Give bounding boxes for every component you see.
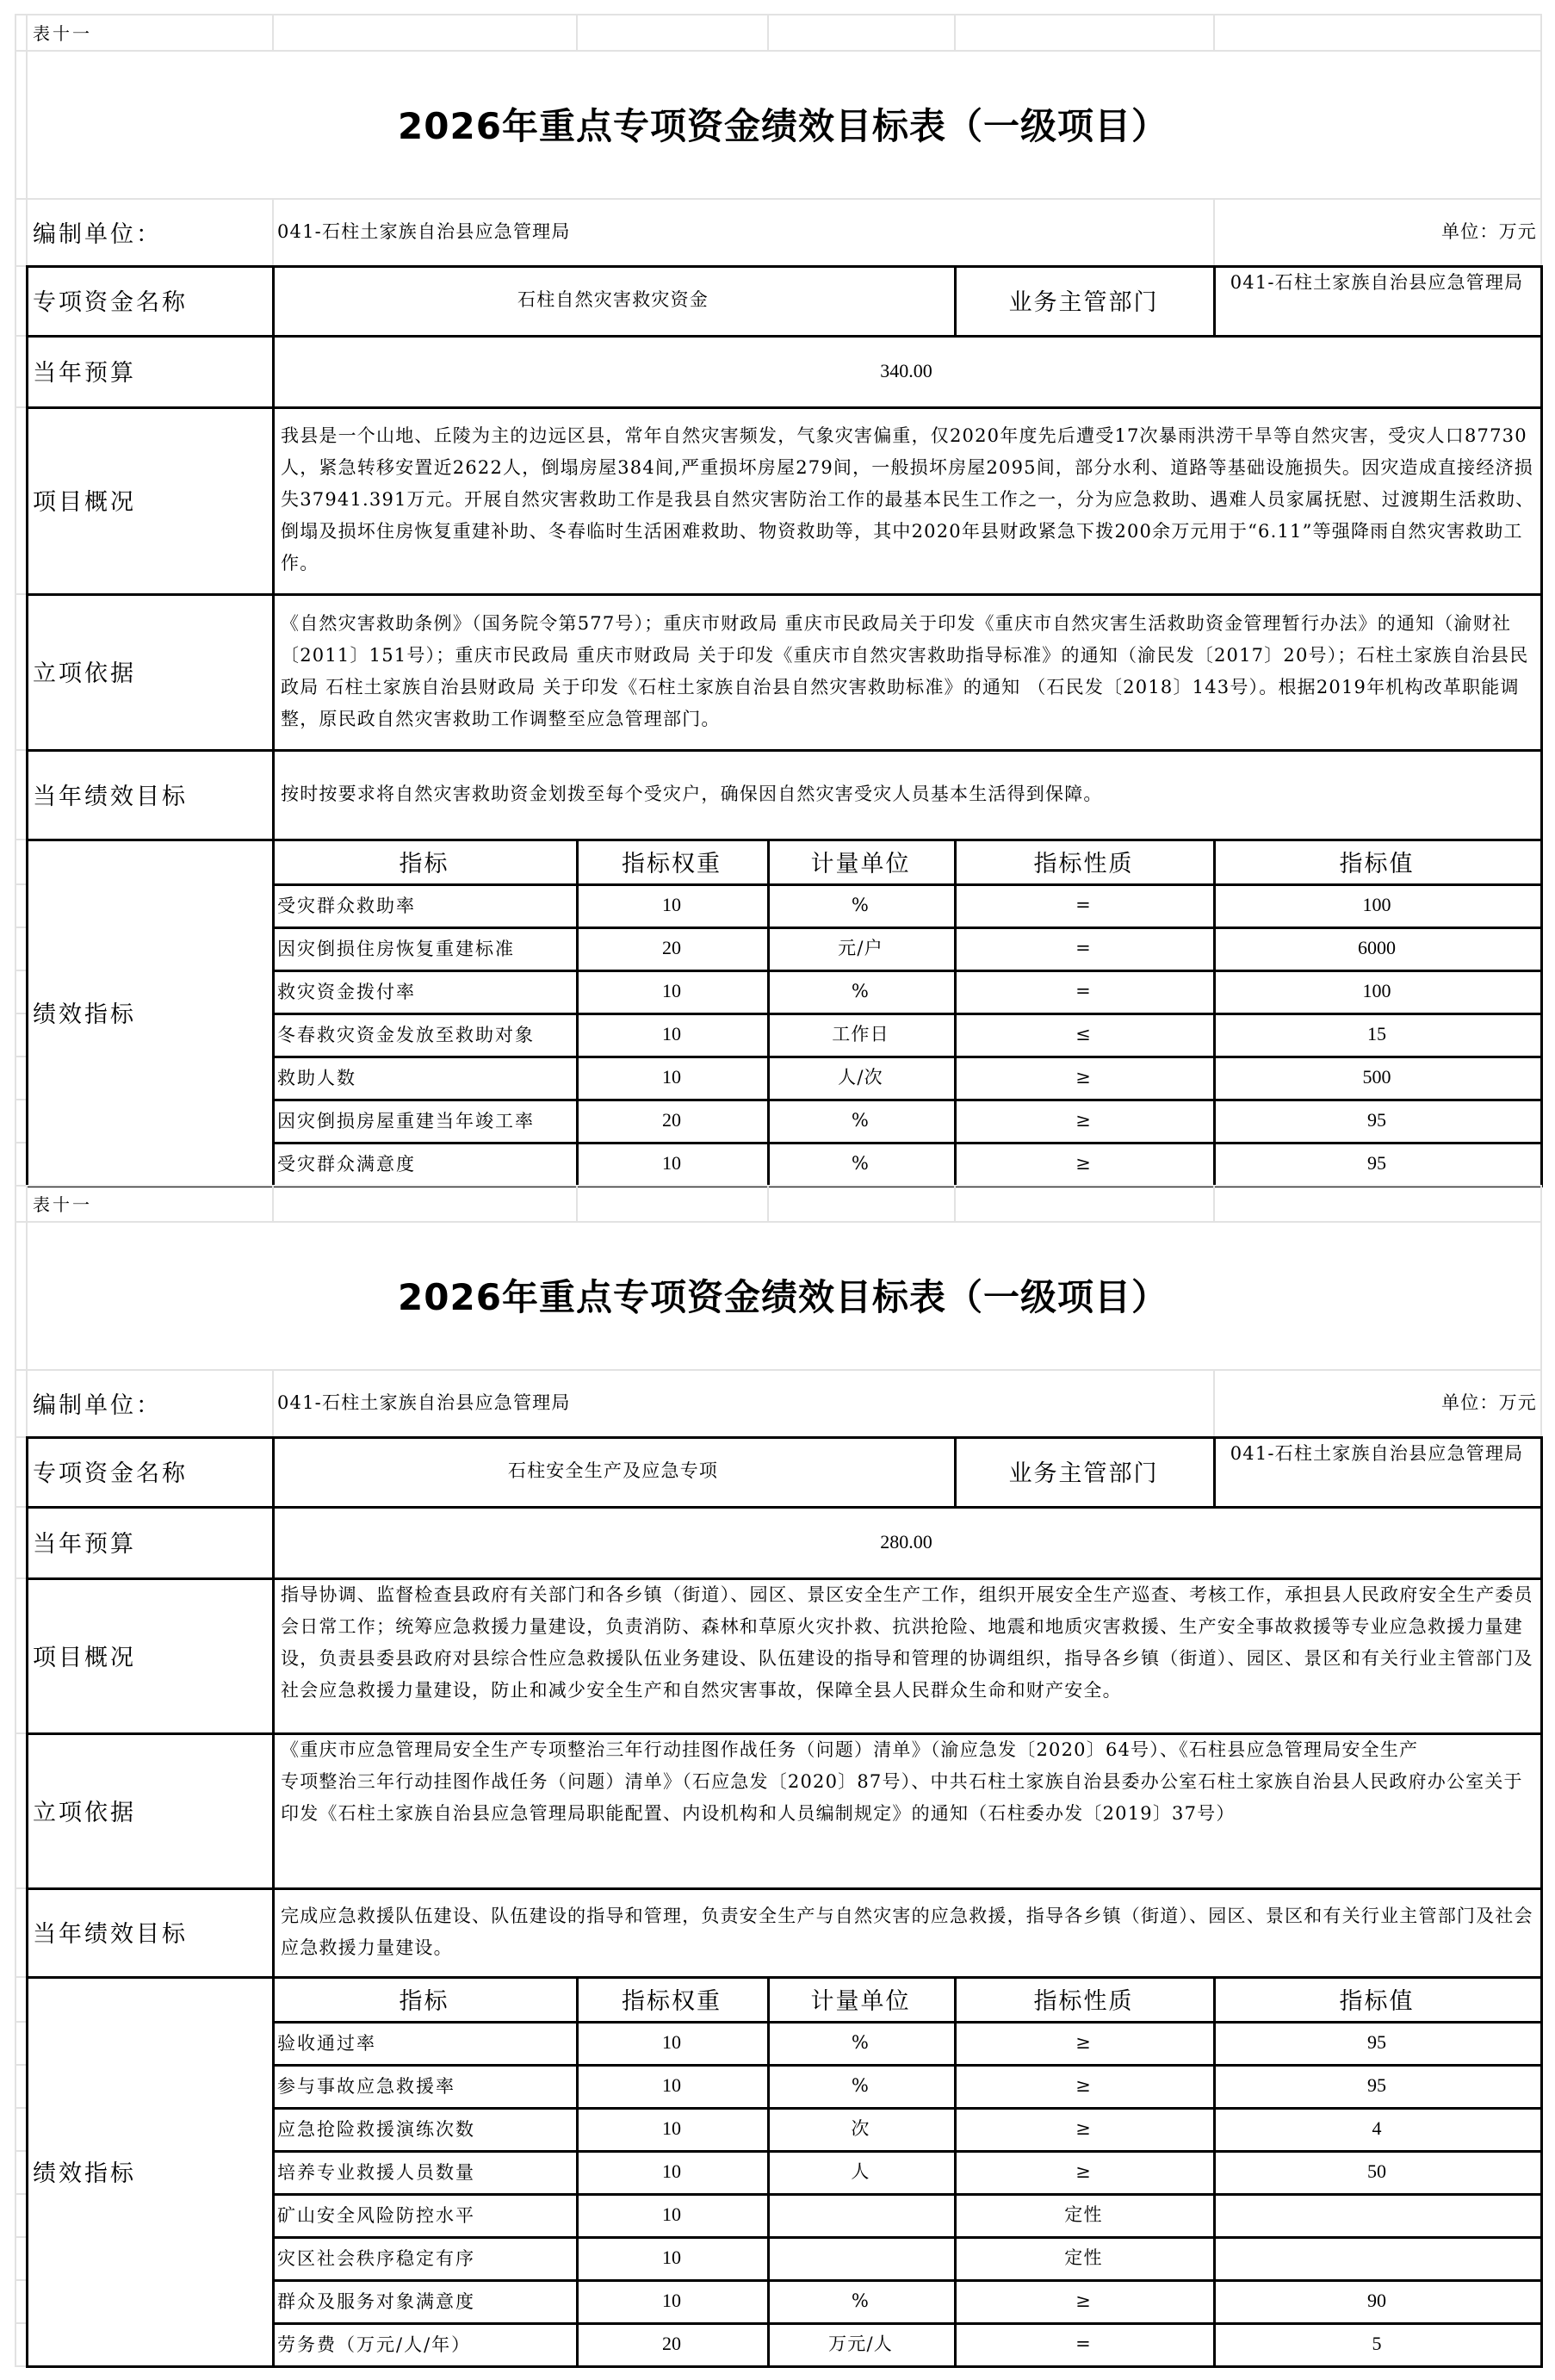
sheet-gridline <box>272 1185 274 1221</box>
compiler-value: 041-石柱土家族自治县应急管理局 <box>277 220 571 242</box>
dept-label: 业务主管部门 <box>1008 289 1159 316</box>
sheet-gridline <box>15 1506 26 1508</box>
budget-label: 当年预算 <box>33 1531 136 1558</box>
kpi-unit: % <box>851 894 870 915</box>
sheet-gridline <box>15 335 26 337</box>
goal-text: 完成应急救援队伍建设、队伍建设的指导和管理，负责安全生产与自然灾害的应急救援，指导各乡镇（街道）、园区、景区和有关行业主管部门及社会应急救援力量建设。 <box>281 1905 1533 1958</box>
kpi-value <box>1213 2193 1540 2236</box>
kpi-header-0: 指标 <box>399 1987 449 2015</box>
sheet-gridline <box>15 839 26 840</box>
sheet-gridline <box>15 1142 26 1144</box>
kpi-header-3: 指标性质 <box>1033 850 1134 877</box>
kpi-value: 95 <box>1367 1152 1386 1174</box>
basis-text: 《自然灾害救助条例》（国务院令第577号）；重庆市财政局 重庆市民政局关于印发《重庆市自然灾害生活救助资金管理暂行办法》的通知（渝财社〔2011〕151号）；重庆市民政局 重庆市财政局 关于印发《重庆市自然灾害救助指导标准》的通知（渝民发〔2017〕20号）；石柱土家族自治县民政局 石柱土家族自治县财政局 关于印发《石柱土家族自治县自然灾害救助标准》的通知 （石民发〔2018〕143号）。根据2019年机构改革职能调整，原民政自然灾害救助工作调整至应急管理部门。 <box>281 612 1529 729</box>
dept-value: 041-石柱土家族自治县应急管理局 <box>1230 272 1524 293</box>
sheet-gridline <box>15 1013 26 1014</box>
kpi-weight: 10 <box>662 2203 681 2225</box>
kpi-weight: 10 <box>662 1023 681 1044</box>
sheet-gridline <box>272 14 274 50</box>
kpi-header-4: 指标值 <box>1339 850 1415 877</box>
unit-label: 单位：万元 <box>1441 1391 1537 1413</box>
kpi-nature: ≥ <box>1075 1109 1092 1131</box>
overview-label: 项目概况 <box>33 489 136 516</box>
kpi-unit: 人/次 <box>838 1066 883 1088</box>
kpi-weight: 10 <box>662 2074 681 2096</box>
fund-name-value: 石柱安全生产及应急专项 <box>507 1460 719 1481</box>
sheet-gridline <box>15 2021 26 2023</box>
basis-text: 《重庆市应急管理局安全生产专项整治三年行动挂图作战任务（问题）清单》（渝应急发〔2020〕64号）、《石柱县应急管理局安全生产 专项整治三年行动挂图作战任务（问题）清单》（石应急发〔2020〕87号）、中共石柱土家族自治县委办公室石柱土家族自治县人民政府办公室关于印发《石柱土家族自治县应急管理局职能配置、内设机构和人员编制规定》的通知（石柱委办发〔2019〕37号） <box>281 1739 1523 1824</box>
table-border <box>26 2365 1543 2368</box>
kpi-weight: 10 <box>662 2117 681 2139</box>
budget-value: 340.00 <box>880 359 932 381</box>
goal-label: 当年绩效目标 <box>33 783 188 810</box>
kpi-weight: 10 <box>662 2160 681 2182</box>
sheet-gridline <box>15 2365 26 2367</box>
sheet-gridline <box>15 406 26 408</box>
sheet-gridline <box>15 1056 26 1057</box>
kpi-value <box>1213 2236 1540 2279</box>
dept-label: 业务主管部门 <box>1008 1460 1159 1487</box>
kpi-value: 100 <box>1362 980 1391 1001</box>
kpi-nature: ≥ <box>1075 2031 1092 2053</box>
kpi-header-0: 指标 <box>399 850 449 877</box>
kpi-name: 救助人数 <box>277 1068 356 1088</box>
kpi-weight: 10 <box>662 2247 681 2268</box>
kpi-header-1: 指标权重 <box>622 850 722 877</box>
kpi-weight: 20 <box>662 2333 681 2354</box>
kpi-value: 50 <box>1367 2160 1386 2182</box>
kpi-nature: ≥ <box>1075 2074 1092 2096</box>
kpi-nature: ≥ <box>1075 1152 1092 1174</box>
budget-label: 当年预算 <box>33 360 136 387</box>
kpi-nature: = <box>1075 894 1092 915</box>
sheet-gridline <box>15 593 26 595</box>
compiler-value: 041-石柱土家族自治县应急管理局 <box>277 1391 571 1413</box>
kpi-value: 90 <box>1367 2290 1386 2311</box>
kpi-header-2: 计量单位 <box>810 1987 911 2015</box>
sheet-gridline <box>1540 1185 1542 1436</box>
kpi-weight: 10 <box>662 1152 681 1174</box>
kpi-unit: % <box>851 2031 870 2053</box>
sheet-gridline <box>15 2150 26 2152</box>
sheet-gridline <box>15 1099 26 1100</box>
kpi-nature: 定性 <box>1064 2203 1103 2225</box>
sheet-gridline <box>1540 14 1542 265</box>
kpi-weight: 10 <box>662 2031 681 2053</box>
kpi-name: 救灾资金拨付率 <box>277 982 416 1002</box>
kpi-unit: 元/户 <box>838 937 883 958</box>
kpi-name: 灾区社会秩序稳定有序 <box>277 2248 475 2269</box>
basis-label: 立项依据 <box>33 1799 136 1826</box>
page-title: 2026年重点专项资金绩效目标表（一级项目） <box>398 105 1168 147</box>
basis-label: 立项依据 <box>33 660 136 687</box>
overview-text: 指导协调、监督检查县政府有关部门和各乡镇（街道）、园区、景区安全生产工作，组织开展安全生产巡查、考核工作，承担县人民政府安全生产委员会日常工作；统筹应急救援力量建设，负责消防、森林和草原火灾扑救、抗洪抢险、地震和地质灾害救援、生产安全事故救援等专业应急救援力量建设，负责县委县政府对县综合性应急救援队伍业务建设、队伍建设的指导和管理的协调组织，指导各乡镇（街道）、园区、景区和有关行业主管部门及社会应急救援力量建设，防止和减少安全生产和自然灾害事故，保障全县人民群众生命和财产安全。 <box>281 1584 1533 1701</box>
fund-name-value: 石柱自然灾害救灾资金 <box>517 289 709 310</box>
kpi-name: 因灾倒损房屋重建当年竣工率 <box>277 1111 535 1131</box>
table-number: 表十一 <box>33 22 92 44</box>
unit-label: 单位：万元 <box>1441 220 1537 242</box>
table-border <box>1540 1436 1543 2368</box>
kpi-value: 100 <box>1362 894 1391 915</box>
kpi-name: 受灾群众满意度 <box>277 1154 416 1175</box>
sheet-gridline <box>15 1185 16 2365</box>
goal-text: 按时按要求将自然灾害救助资金划拨至每个受灾户，确保因自然灾害受灾人员基本生活得到保障。 <box>281 783 1103 804</box>
sheet-gridline <box>15 2107 26 2109</box>
kpi-unit: % <box>851 1152 870 1174</box>
sheet-gridline <box>767 14 769 50</box>
kpi-weight: 10 <box>662 980 681 1001</box>
sheet-gridline <box>15 2322 26 2324</box>
kpi-header-1: 指标权重 <box>622 1987 722 2015</box>
sheet-gridline <box>1213 14 1215 50</box>
kpi-name: 矿山安全风险防控水平 <box>277 2205 475 2226</box>
kpi-weight: 10 <box>662 1066 681 1088</box>
sheet-gridline <box>15 1887 26 1889</box>
sheet-gridline <box>1213 1185 1215 1221</box>
kpi-value: 95 <box>1367 2031 1386 2053</box>
sheet-gridline <box>15 2193 26 2195</box>
overview-text: 我县是一个山地、丘陵为主的边远区县，常年自然灾害频发，气象灾害偏重，仅2020年度先后遭受17次暴雨洪涝干旱等自然灾害，受灾人口87730人，紧急转移安置近2622人，倒塌房屋384间,严重损坏房屋279间，一般损坏房屋2095间，部分水利、道路等基础设施损失。因灾造成直接经济损失37941.391万元。开展自然灾害救助工作是我县自然灾害防治工作的最基本民生工作之一，分为应急救助、遇难人员家属抚慰、过渡期生活救助、倒塌及损坏住房恢复重建补助、冬春临时生活困难救助、物资救助等，其中2020年县财政紧急下拨200余万元用于“6.11”等强降雨自然灾害救助工作。 <box>281 425 1535 573</box>
overview-label: 项目概况 <box>33 1644 136 1671</box>
kpi-unit: % <box>851 2290 870 2311</box>
kpi-weight: 10 <box>662 2290 681 2311</box>
sheet-gridline <box>15 927 26 928</box>
kpi-nature: ≥ <box>1075 1066 1092 1088</box>
dept-value: 041-石柱土家族自治县应急管理局 <box>1230 1443 1524 1464</box>
kpi-name: 参与事故应急救援率 <box>277 2076 455 2097</box>
sheet-gridline <box>15 1976 26 1978</box>
kpi-nature: = <box>1075 980 1092 1001</box>
sheet-gridline <box>15 1732 26 1734</box>
kpi-label: 绩效指标 <box>33 1001 136 1028</box>
kpi-name: 培养专业救援人员数量 <box>277 2162 475 2183</box>
kpi-nature: ≤ <box>1075 1023 1092 1044</box>
sheet-gridline <box>15 2279 26 2281</box>
kpi-weight: 20 <box>662 1109 681 1131</box>
kpi-value: 4 <box>1372 2117 1382 2139</box>
kpi-name: 因灾倒损住房恢复重建标准 <box>277 939 515 959</box>
kpi-value: 95 <box>1367 2074 1386 2096</box>
goal-label: 当年绩效目标 <box>33 1921 188 1948</box>
kpi-header-3: 指标性质 <box>1033 1987 1134 2015</box>
table-number: 表十一 <box>33 1193 92 1215</box>
sheet-gridline <box>15 970 26 971</box>
fund-name-label: 专项资金名称 <box>33 1460 188 1487</box>
sheet-gridline <box>576 14 578 50</box>
sheet-gridline <box>15 1436 26 1438</box>
kpi-unit: % <box>851 1109 870 1131</box>
kpi-nature: ≥ <box>1075 2160 1092 2182</box>
kpi-nature: ≥ <box>1075 2117 1092 2139</box>
kpi-nature: = <box>1075 937 1092 958</box>
kpi-name: 群众及服务对象满意度 <box>277 2291 475 2312</box>
kpi-value: 5 <box>1372 2333 1382 2354</box>
sheet-gridline <box>15 749 26 751</box>
kpi-nature: = <box>1075 2333 1092 2354</box>
sheet-gridline <box>15 14 16 1185</box>
kpi-unit <box>767 2236 954 2279</box>
kpi-unit: 万元/人 <box>828 2333 893 2354</box>
kpi-unit <box>767 2193 954 2236</box>
kpi-unit: % <box>851 2074 870 2096</box>
compiler-label: 编制单位： <box>33 1391 162 1419</box>
sheet-gridline <box>15 2236 26 2238</box>
kpi-value: 6000 <box>1358 937 1396 958</box>
sheet-gridline <box>576 1185 578 1221</box>
sheet-gridline <box>15 265 26 267</box>
sheet-gridline <box>954 14 956 50</box>
kpi-unit: 次 <box>851 2117 870 2139</box>
sheet-gridline <box>15 2064 26 2066</box>
kpi-unit: 工作日 <box>832 1023 889 1044</box>
kpi-name: 冬春救灾资金发放至救助对象 <box>277 1025 535 1045</box>
kpi-unit: % <box>851 980 870 1001</box>
kpi-name: 应急抢险救援演练次数 <box>277 2119 475 2140</box>
kpi-name: 劳务费（万元/人/年） <box>277 2334 472 2355</box>
kpi-weight: 10 <box>662 894 681 915</box>
kpi-name: 受灾群众救助率 <box>277 896 416 916</box>
budget-value: 280.00 <box>880 1530 932 1553</box>
kpi-header-4: 指标值 <box>1339 1987 1415 2015</box>
kpi-nature: ≥ <box>1075 2290 1092 2311</box>
fund-name-label: 专项资金名称 <box>33 289 188 316</box>
sheet-gridline <box>767 1185 769 1221</box>
compiler-label: 编制单位： <box>33 220 162 248</box>
sheet-gridline <box>954 1185 956 1221</box>
kpi-value: 15 <box>1367 1023 1386 1044</box>
sheet-gridline <box>15 1577 26 1579</box>
kpi-value: 95 <box>1367 1109 1386 1131</box>
kpi-label: 绩效指标 <box>33 2160 136 2187</box>
sheet-gridline <box>15 883 26 885</box>
kpi-unit: 人 <box>851 2160 870 2182</box>
page-title: 2026年重点专项资金绩效目标表（一级项目） <box>398 1276 1168 1318</box>
kpi-header-2: 计量单位 <box>810 850 911 877</box>
kpi-name: 验收通过率 <box>277 2033 376 2054</box>
table-border <box>1540 265 1543 1187</box>
kpi-value: 500 <box>1362 1066 1391 1088</box>
kpi-nature: 定性 <box>1064 2247 1103 2268</box>
kpi-weight: 20 <box>662 937 681 958</box>
